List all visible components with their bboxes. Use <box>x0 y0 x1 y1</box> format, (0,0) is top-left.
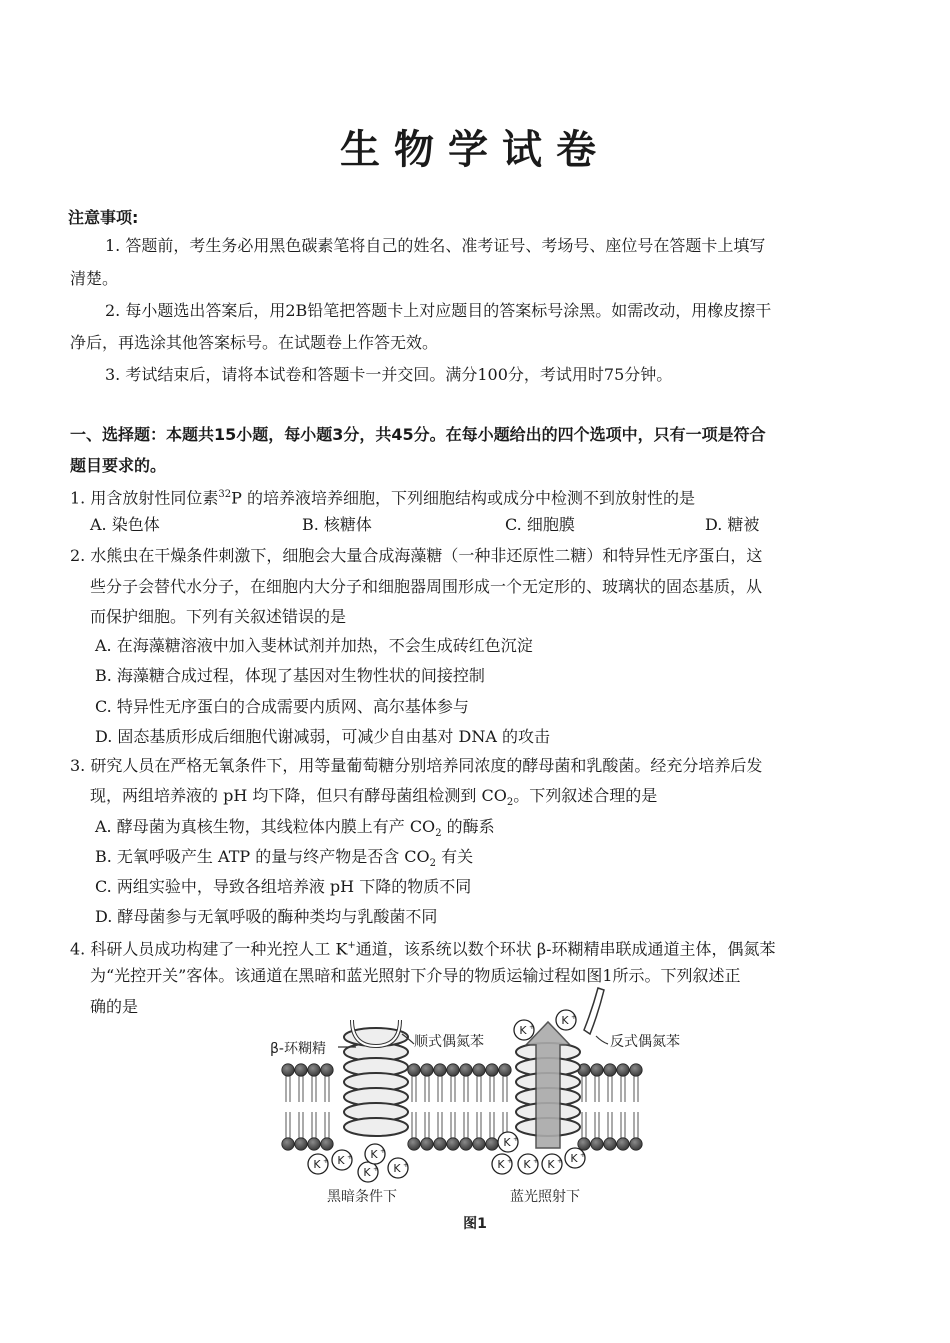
question-1-option-d: D. 糖被 <box>705 515 760 534</box>
question-3-stem-line-1: 3. 研究人员在严格无氧条件下，用等量葡萄糖分别培养同浓度的酵母菌和乳酸菌。经充分培养后发 <box>70 756 763 775</box>
question-2-stem-line-1: 2. 水熊虫在干燥条件刺激下，细胞会大量合成海藻糖（一种非还原性二糖）和特异性无序蛋白，这 <box>70 546 763 565</box>
svg-text:+: + <box>373 1165 379 1173</box>
label-beta-cyclodextrin: β-环糊精 <box>270 1041 326 1057</box>
potassium-ion <box>514 1020 535 1040</box>
notice-item-3: 3. 考试结束后，请将本试卷和答题卡一并交回。满分100分，考试用时75分钟。 <box>105 365 673 384</box>
section-heading-line-2: 题目要求的。 <box>70 456 167 475</box>
page-title: 生物学试卷 <box>340 127 610 173</box>
svg-text:+: + <box>380 1147 386 1155</box>
question-2-option-a: A. 在海藻糖溶液中加入斐林试剂并加热，不会生成砖红色沉淀 <box>95 636 533 655</box>
question-3-option-b: B. 无氧呼吸产生 ATP 的量与终产物是否含 $CO_2$ 有关 <box>95 847 474 870</box>
svg-text:K: K <box>313 1158 321 1171</box>
svg-text:+: + <box>403 1161 409 1169</box>
question-2-option-c: C. 特异性无序蛋白的合成需要内质网、高尔基体参与 <box>95 697 469 716</box>
notice-item-1-line-2: 清楚。 <box>70 269 119 288</box>
question-2-option-d: D. 固态基质形成后细胞代谢减弱，可减少自由基对 DNA 的攻击 <box>95 727 550 746</box>
potassium-ion <box>332 1150 353 1170</box>
potassium-ion <box>542 1154 563 1174</box>
potassium-ion <box>388 1158 409 1178</box>
notice-item-2-line-1: 2. 每小题选出答案后，用2B铅笔把答题卡上对应题目的答案标号涂黑。如需改动，用橡皮擦干 <box>105 301 772 320</box>
svg-text:K: K <box>523 1158 531 1171</box>
question-1-option-b: B. 核糖体 <box>302 515 372 534</box>
caption-dark: 黑暗条件下 <box>327 1189 397 1205</box>
potassium-ion <box>556 1010 577 1030</box>
svg-text:+: + <box>557 1157 563 1165</box>
svg-text:+: + <box>580 1151 586 1159</box>
svg-text:K: K <box>547 1158 555 1171</box>
question-4-stem-line-2: 为“光控开关”客体。该通道在黑暗和蓝光照射下介导的物质运输过程如图1所示。下列叙述正 <box>90 966 741 985</box>
potassium-ion <box>365 1144 386 1164</box>
svg-text:K: K <box>337 1154 345 1167</box>
notice-heading: 注意事项: <box>68 208 139 227</box>
question-2-stem-line-3: 而保护细胞。下列有关叙述错误的是 <box>90 607 347 626</box>
svg-text:+: + <box>347 1153 353 1161</box>
question-3-stem-line-2: 现，两组培养液的 pH 均下降，但只有酵母菌组检测到 $CO_2$。下列叙述合理的是 <box>90 786 658 809</box>
svg-text:K: K <box>363 1166 371 1179</box>
svg-text:K: K <box>370 1148 378 1161</box>
potassium-ion <box>308 1154 329 1174</box>
svg-text:K: K <box>519 1024 527 1037</box>
lipid-bilayers <box>282 1064 642 1150</box>
svg-text:+: + <box>571 1013 577 1021</box>
svg-text:+: + <box>529 1023 535 1031</box>
potassium-ion <box>518 1154 539 1174</box>
notice-item-2-line-2: 净后，再选涂其他答案标号。在试题卷上作答无效。 <box>70 333 439 352</box>
svg-text:K: K <box>503 1136 511 1149</box>
potassium-ion <box>565 1148 586 1168</box>
label-cis-azobenzene: 顺式偶氮苯 <box>414 1034 484 1050</box>
potassium-ion <box>498 1132 519 1152</box>
svg-text:+: + <box>323 1157 329 1165</box>
svg-text:+: + <box>513 1135 519 1143</box>
question-4-stem-line-1: 4. 科研人员成功构建了一种光控人工 K+通道，该系统以数个环状 β-环糊精串联成通道主体，偶氮苯 <box>70 939 776 959</box>
figure-title: 图1 <box>463 1216 487 1232</box>
question-3-option-a: A. 酵母菌为真核生物，其线粒体内膜上有产 $CO_2$ 的酶系 <box>95 817 495 840</box>
svg-text:+: + <box>507 1157 513 1165</box>
svg-text:K: K <box>393 1162 401 1175</box>
question-1-option-a: A. 染色体 <box>90 515 160 534</box>
channel-dark <box>344 1020 408 1136</box>
potassium-ion <box>358 1162 379 1182</box>
notice-item-1-line-1: 1. 答题前，考生务必用黑色碳素笔将自己的姓名、准考证号、考场号、座位号在答题卡上填写 <box>105 236 766 255</box>
section-heading-line-1: 一、选择题：本题共15小题，每小题3分，共45分。在每小题给出的四个选项中，只有一项是符合 <box>70 425 766 444</box>
potassium-ion <box>492 1154 513 1174</box>
label-trans-azobenzene: 反式偶氮苯 <box>610 1034 680 1050</box>
svg-text:K: K <box>561 1014 569 1027</box>
svg-text:K: K <box>497 1158 505 1171</box>
question-2-option-b: B. 海藻糖合成过程，体现了基因对生物性状的间接控制 <box>95 666 485 685</box>
question-4-stem-line-3: 确的是 <box>90 997 139 1016</box>
svg-text:K: K <box>570 1152 578 1165</box>
question-2-stem-line-2: 些分子会替代水分子，在细胞内大分子和细胞器周围形成一个无定形的、玻璃状的固态基质，从 <box>90 577 763 596</box>
question-3-option-c: C. 两组实验中，导致各组培养液 pH 下降的物质不同 <box>95 877 472 896</box>
svg-text:+: + <box>533 1157 539 1165</box>
question-1-option-c: C. 细胞膜 <box>505 515 575 534</box>
question-1-stem: 1. 用含放射性同位素$^{32}$P 的培养液培养细胞，下列细胞结构或成分中检测不到放射性的是 <box>70 488 695 508</box>
question-3-option-d: D. 酵母菌参与无氧呼吸的酶种类均与乳酸菌不同 <box>95 907 438 926</box>
caption-blue-light: 蓝光照射下 <box>510 1189 580 1205</box>
